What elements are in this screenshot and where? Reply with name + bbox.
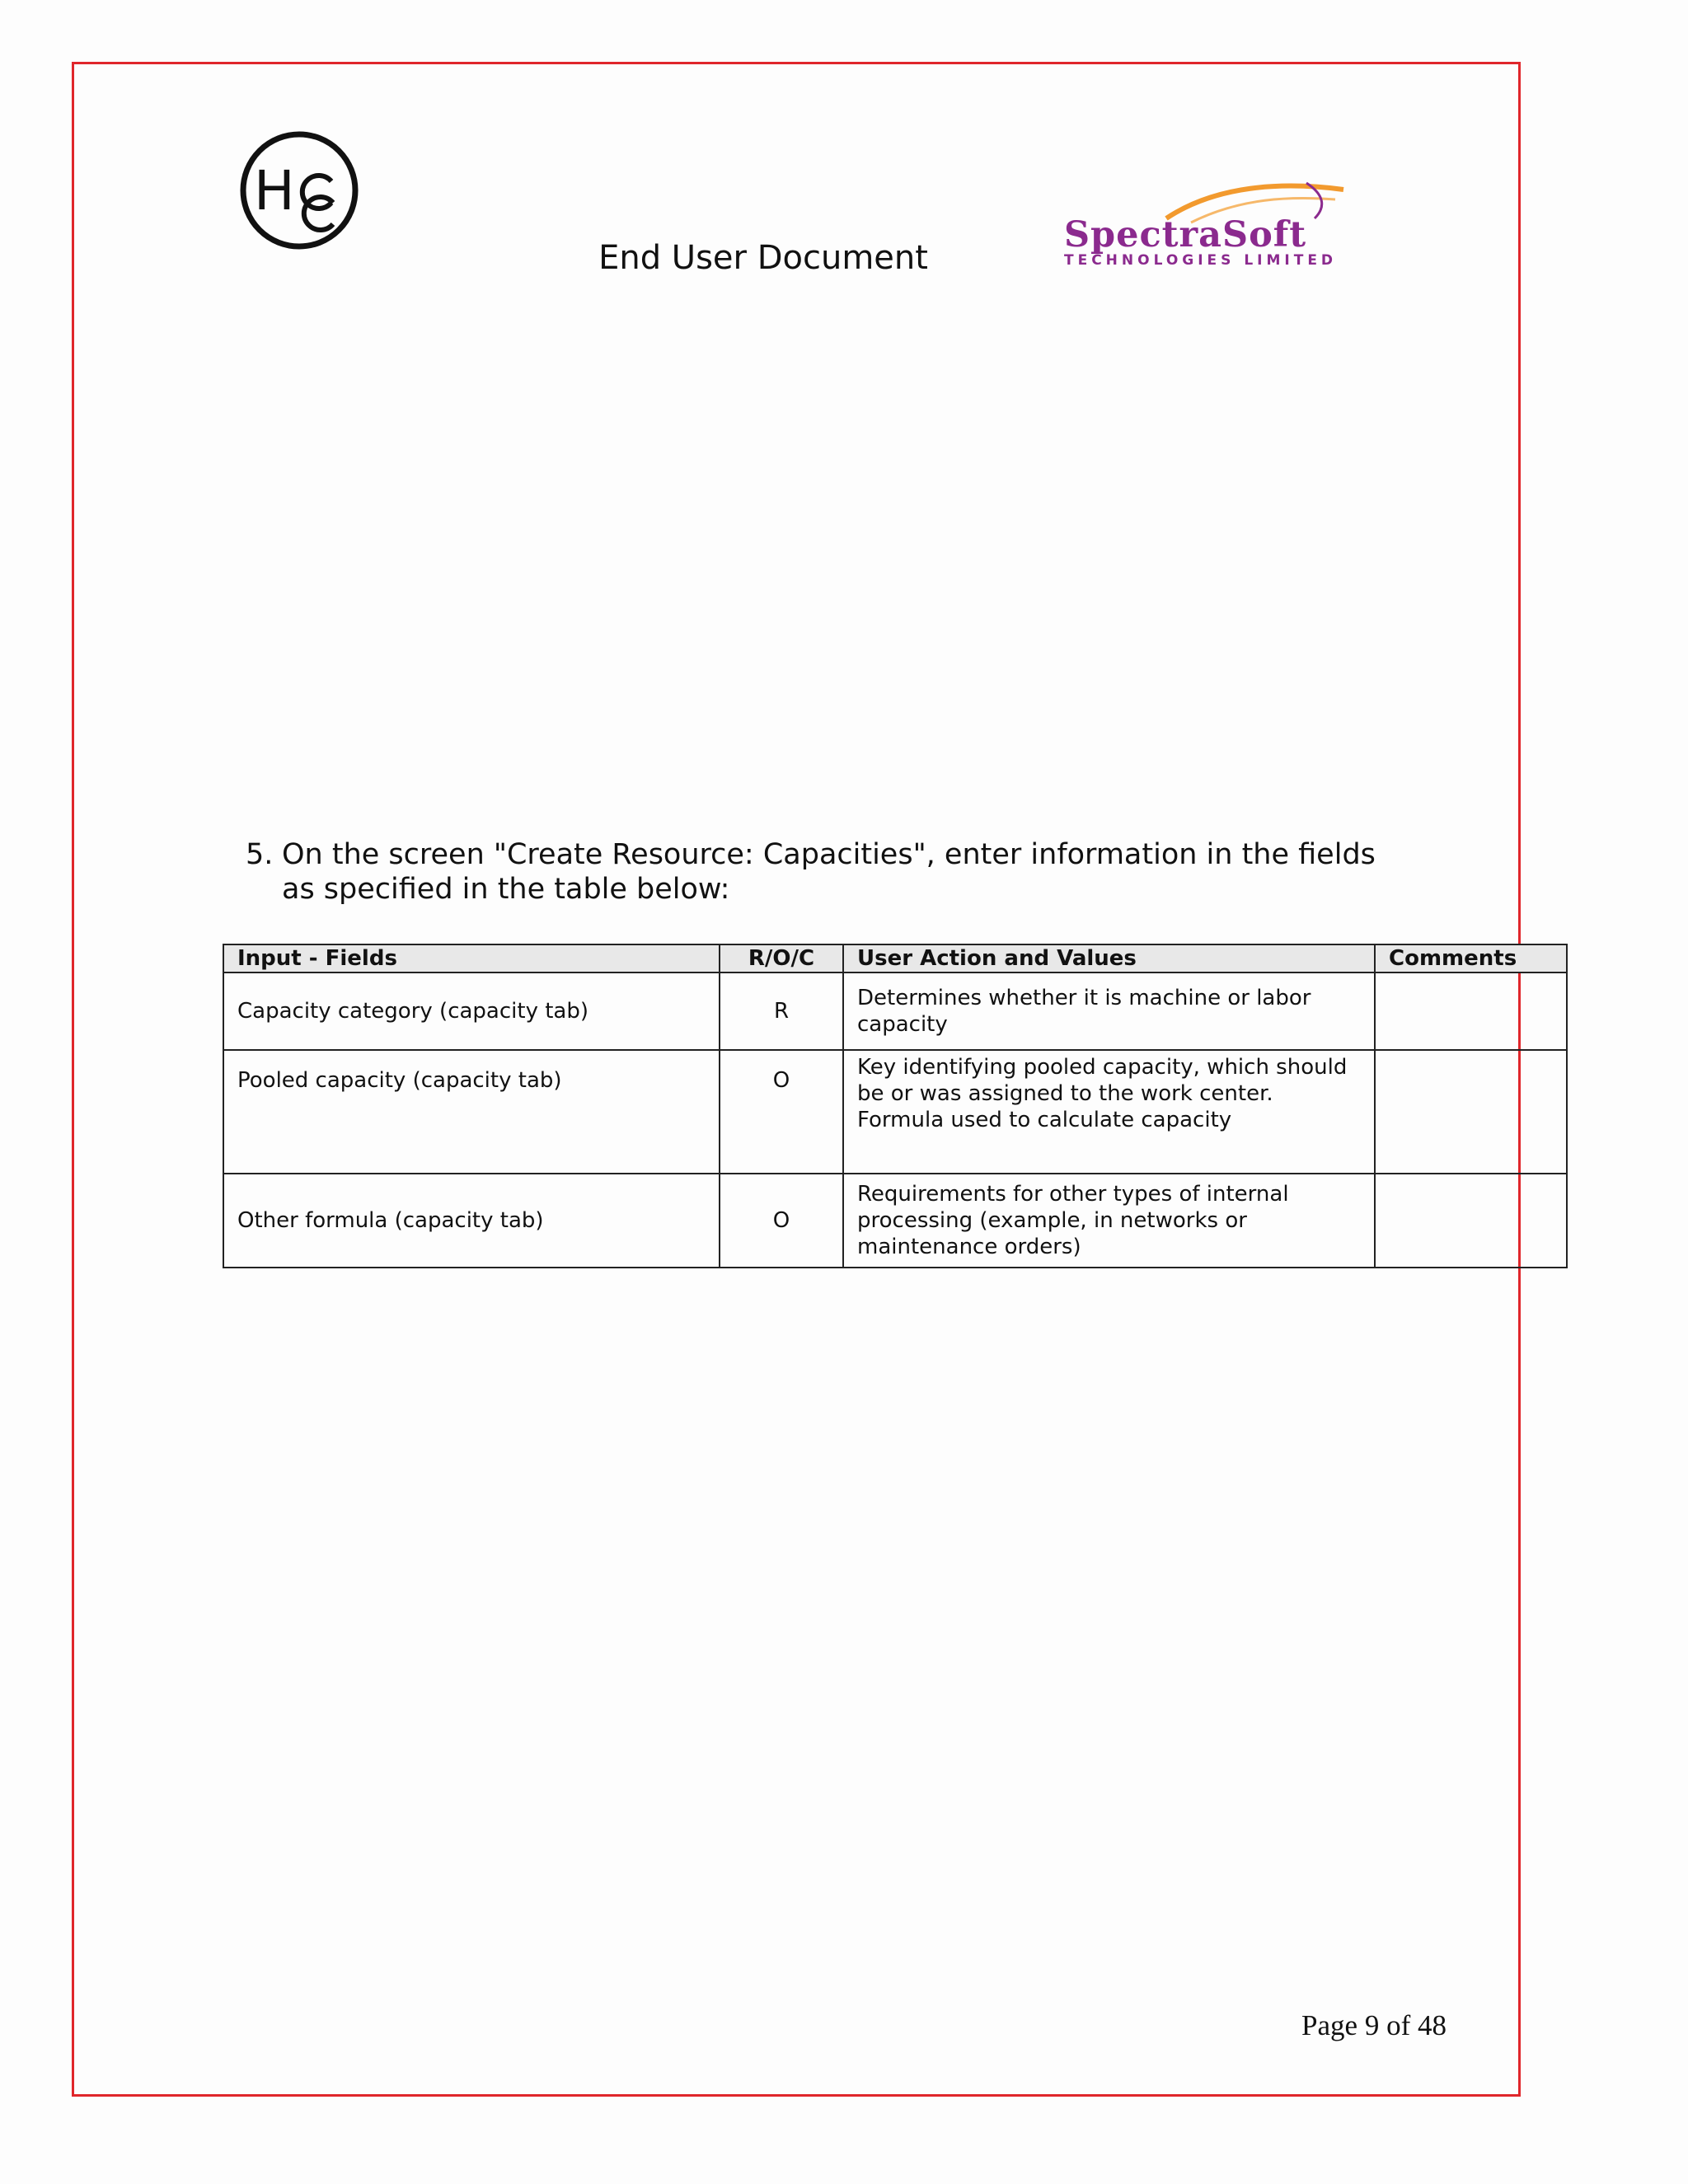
action-cell: Determines whether it is machine or labor capacity bbox=[843, 972, 1375, 1050]
field-cell: Pooled capacity (capacity tab) bbox=[223, 1050, 720, 1174]
spectrasoft-subtitle: TECHNOLOGIES LIMITED bbox=[1064, 252, 1338, 269]
comments-cell bbox=[1375, 1050, 1567, 1174]
header-user-action: User Action and Values bbox=[843, 944, 1375, 972]
action-text: Key identifying pooled capacity, which should be or was assigned to the work center. bbox=[857, 1055, 1348, 1106]
table-row bbox=[223, 1174, 1567, 1268]
table-header-row bbox=[223, 944, 1567, 972]
header-input-fields: Input - Fields bbox=[223, 944, 720, 972]
step-text: On the screen "Create Resource: Capacities", enter information in the fields as specified in the table below: bbox=[282, 838, 1376, 906]
roc-cell: O bbox=[720, 1174, 843, 1268]
action-cell: Requirements for other types of internal processing (example, in networks or maintenance orders) bbox=[843, 1174, 1375, 1268]
comments-cell bbox=[1375, 1174, 1567, 1268]
svg-text:H: H bbox=[254, 159, 295, 223]
header-comments: Comments bbox=[1375, 944, 1567, 972]
document-title: End User Document bbox=[598, 239, 928, 277]
header-roc: R/O/C bbox=[720, 944, 843, 972]
action-cell bbox=[843, 1050, 1375, 1174]
table-row bbox=[223, 972, 1567, 1050]
field-cell: Capacity category (capacity tab) bbox=[223, 972, 720, 1050]
field-cell: Other formula (capacity tab) bbox=[223, 1174, 720, 1268]
hcc-logo bbox=[239, 130, 359, 251]
input-fields-table bbox=[223, 944, 1568, 1268]
roc-cell: R bbox=[720, 972, 843, 1050]
comments-cell bbox=[1375, 972, 1567, 1050]
spectrasoft-name: SpectraSoft bbox=[1064, 214, 1307, 255]
table-row bbox=[223, 1050, 1567, 1174]
step-number: 5. bbox=[246, 838, 274, 871]
page-number: Page 9 of 48 bbox=[1301, 2009, 1447, 2041]
roc-cell: O bbox=[720, 1050, 843, 1174]
action-extra-text: Formula used to calculate capacity bbox=[857, 1108, 1232, 1132]
